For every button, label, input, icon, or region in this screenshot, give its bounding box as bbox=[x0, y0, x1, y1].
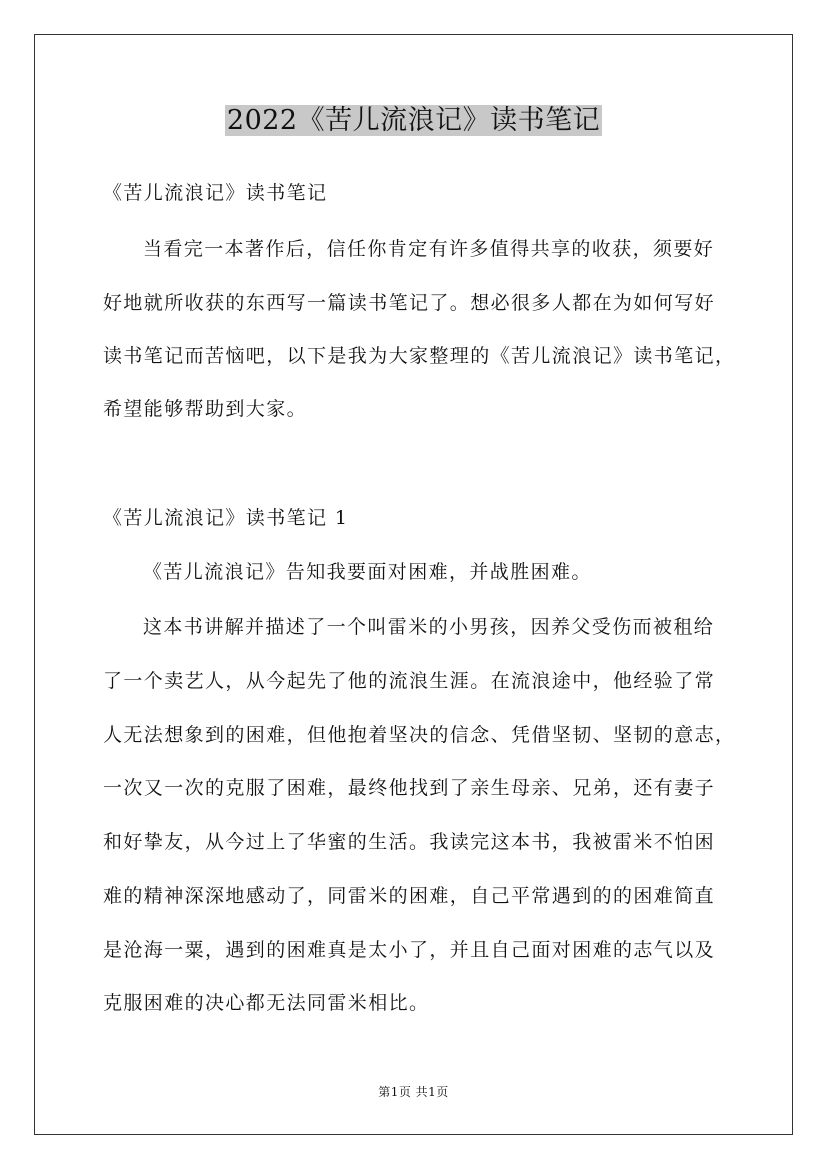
intro-heading: 《苦儿流浪记》读书笔记 bbox=[103, 182, 328, 204]
document-title-text: 2022《苦儿流浪记》读书笔记 bbox=[226, 105, 601, 136]
body-paragraph-line: 是沧海一粟，遇到的困难真是太小了，并且自己面对困难的志气以及 bbox=[103, 939, 716, 961]
body-paragraph-line: 一次又一次的克服了困难，最终他找到了亲生母亲、兄弟，还有妻子 bbox=[103, 777, 716, 799]
intro-paragraph-line: 读书笔记而苦恼吧，以下是我为大家整理的《苦儿流浪记》读书笔记， bbox=[103, 345, 736, 367]
body-paragraph-line: 人无法想象到的困难，但他抱着坚决的信念、凭借坚韧、坚韧的意志， bbox=[103, 724, 736, 746]
page-number-footer: 第1页 共1页 bbox=[378, 1085, 449, 1099]
intro-paragraph-line: 希望能够帮助到大家。 bbox=[103, 398, 308, 420]
body-paragraph-line: 这本书讲解并描述了一个叫雷米的小男孩，因养父受伤而被租给 bbox=[143, 616, 715, 638]
body-paragraph-line: 克服困难的决心都无法同雷米相比。 bbox=[103, 992, 430, 1014]
intro-paragraph-line: 当看完一本著作后，信任你肯定有许多值得共享的收获，须要好 bbox=[143, 238, 715, 260]
body-paragraph-line: 和好挚友，从今过上了华蜜的生活。我读完这本书，我被雷米不怕困 bbox=[103, 831, 716, 853]
intro-paragraph-line: 好地就所收获的东西写一篇读书笔记了。想必很多人都在为如何写好 bbox=[103, 292, 716, 314]
body-paragraph-line: 了一个卖艺人，从今起先了他的流浪生涯。在流浪途中，他经验了常 bbox=[103, 670, 716, 692]
document-title bbox=[0, 100, 827, 142]
body-paragraph-line: 难的精神深深地感动了，同雷米的困难，自己平常遇到的的困难简直 bbox=[103, 885, 716, 907]
section-heading: 《苦儿流浪记》读书笔记 1 bbox=[103, 507, 349, 529]
section-lead-line: 《苦儿流浪记》告知我要面对困难，并战胜困难。 bbox=[143, 561, 592, 583]
